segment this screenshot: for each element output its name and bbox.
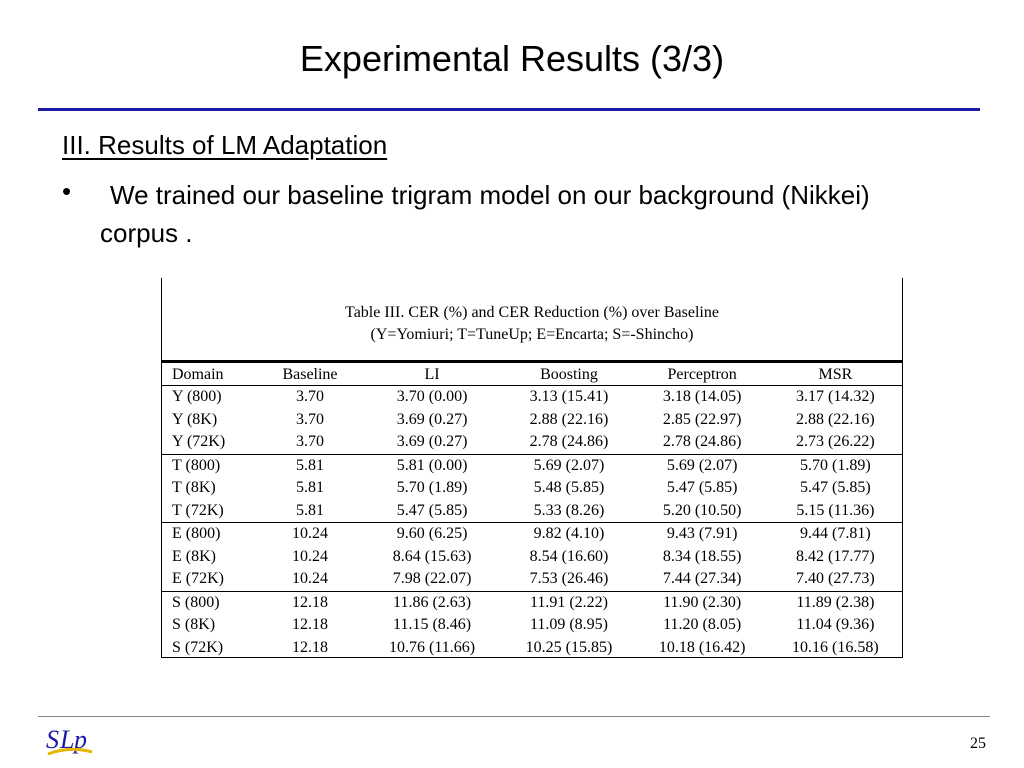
table-cell: Y (72K) xyxy=(172,433,226,451)
table-cell: 9.44 (7.81) xyxy=(769,523,902,546)
table-cell: 5.20 (10.50) xyxy=(662,501,742,519)
table-cell: 5.47 (5.85) xyxy=(396,501,468,519)
column-header: Perceptron xyxy=(636,364,769,386)
table-cell: 5.47 (5.85) xyxy=(800,479,871,497)
table-row xyxy=(162,386,902,409)
table-cell: 3.70 xyxy=(295,433,324,451)
table-cell: 7.98 (22.07) xyxy=(392,570,472,588)
table-row xyxy=(162,568,902,591)
table-cell: 11.04 (9.36) xyxy=(796,616,875,634)
table-cell: 3.13 (15.41) xyxy=(529,388,609,406)
table-cell: S (8K) xyxy=(172,616,216,634)
table-cell: 11.20 (8.05) xyxy=(663,616,742,634)
table-row xyxy=(162,546,902,569)
table-cell: 2.78 (24.86) xyxy=(529,433,609,451)
table-row xyxy=(162,523,902,546)
table-cell: 5.81 xyxy=(258,454,362,477)
table-cell: 5.15 (11.36) xyxy=(796,501,875,519)
table-cell: 2.88 (22.16) xyxy=(529,410,609,428)
section-subheading: III. Results of LM Adaptation xyxy=(62,130,388,160)
table-cell: 5.69 (2.07) xyxy=(636,454,769,477)
table-cell: 2.85 (22.97) xyxy=(662,410,742,428)
table-cell: 11.89 (2.38) xyxy=(769,591,902,614)
table-cell: 9.82 (4.10) xyxy=(502,523,635,546)
table-cell: 5.81 xyxy=(295,479,324,497)
table-cell: 10.24 xyxy=(291,570,328,588)
table-cell: 3.70 (0.00) xyxy=(396,388,468,406)
table-cell: S (72K) xyxy=(172,638,224,656)
table-cell: 2.88 (22.16) xyxy=(796,410,875,428)
column-header: Boosting xyxy=(502,364,635,386)
table-row xyxy=(162,614,902,637)
table-cell: 3.18 (14.05) xyxy=(662,388,742,406)
table-cell: 5.70 (1.89) xyxy=(769,454,902,477)
table-cell: 7.53 (26.46) xyxy=(529,570,609,588)
bullet-text: We trained our baseline trigram model on our background (Nikkei) corpus . xyxy=(100,180,870,248)
table-cell: 2.78 (24.86) xyxy=(662,433,742,451)
table-cell: 10.24 xyxy=(291,547,328,565)
table-cell: 3.69 (0.27) xyxy=(396,433,468,451)
results-table-box xyxy=(161,278,903,658)
table-cell: 5.48 (5.85) xyxy=(533,479,605,497)
table-cell: 12.18 xyxy=(258,591,362,614)
table-cell: 7.40 (27.73) xyxy=(796,570,875,588)
table-cell: 8.64 (15.63) xyxy=(392,547,472,565)
table-row xyxy=(162,591,902,614)
table-cell: 3.17 (14.32) xyxy=(796,388,875,406)
column-header: Baseline xyxy=(258,364,362,386)
slp-logo xyxy=(44,722,96,762)
results-table xyxy=(162,364,902,659)
table-group xyxy=(162,454,902,523)
table-row xyxy=(162,454,902,477)
table-group xyxy=(162,523,902,592)
table-cell: 3.69 (0.27) xyxy=(396,410,468,428)
table-cell: 11.90 (2.30) xyxy=(636,591,769,614)
bullet-marker: • xyxy=(62,176,72,206)
table-cell: 2.73 (26.22) xyxy=(796,433,875,451)
title-divider xyxy=(38,108,980,111)
svg-text:L: L xyxy=(60,725,75,754)
table-cell: E (8K) xyxy=(172,547,216,565)
table-row xyxy=(162,500,902,523)
table-cell: 12.18 xyxy=(291,616,328,634)
table-cell: 3.70 xyxy=(295,410,324,428)
table-cell: 9.43 (7.91) xyxy=(636,523,769,546)
table-cell: 10.25 (15.85) xyxy=(525,638,613,656)
table-cell: E (800) xyxy=(162,523,258,546)
table-cell: 11.09 (8.95) xyxy=(529,616,608,634)
table-row xyxy=(162,431,902,454)
table-cell: 8.34 (18.55) xyxy=(662,547,742,565)
table-cell: 5.33 (8.26) xyxy=(533,501,605,519)
table-cell: 11.15 (8.46) xyxy=(393,616,472,634)
table-cell: 5.69 (2.07) xyxy=(502,454,635,477)
table-cell: 3.70 xyxy=(295,388,324,406)
footer-divider xyxy=(38,716,990,717)
table-cell: 9.60 (6.25) xyxy=(362,523,503,546)
table-cell: 5.81 xyxy=(295,501,324,519)
table-cell: 10.16 (16.58) xyxy=(792,638,879,656)
table-cell: T (72K) xyxy=(172,501,224,519)
table-cell: 5.81 (0.00) xyxy=(362,454,503,477)
table-cell: 11.91 (2.22) xyxy=(502,591,635,614)
table-cell: E (72K) xyxy=(172,570,224,588)
table-row xyxy=(162,637,902,660)
table-group xyxy=(162,386,902,455)
table-cell: 5.47 (5.85) xyxy=(666,479,738,497)
table-row xyxy=(162,477,902,500)
table-cell: 8.54 (16.60) xyxy=(529,547,609,565)
svg-text:S: S xyxy=(46,725,59,754)
table-caption-line2: (Y=Yomiuri; T=TuneUp; E=Encarta; S=-Shincho) xyxy=(370,326,694,343)
table-caption xyxy=(162,302,902,346)
column-header: LI xyxy=(362,364,503,386)
table-cell: 7.44 (27.34) xyxy=(662,570,742,588)
column-header: MSR xyxy=(769,364,902,386)
column-header: Domain xyxy=(162,364,258,386)
table-group xyxy=(162,591,902,659)
table-cell: T (8K) xyxy=(172,479,216,497)
svg-text:p: p xyxy=(74,725,87,754)
table-header-row xyxy=(162,364,902,386)
page-number: 25 xyxy=(970,735,986,752)
table-cell: Y (8K) xyxy=(172,410,218,428)
table-cell: S (800) xyxy=(162,591,258,614)
table-cell: 5.70 (1.89) xyxy=(396,479,468,497)
table-caption-line1: Table III. CER (%) and CER Reduction (%) over Baseline xyxy=(345,304,719,321)
table-cell: 10.76 (11.66) xyxy=(389,638,476,656)
table-header-rule xyxy=(162,360,902,363)
slide-title: Experimental Results (3/3) xyxy=(299,38,725,79)
table-cell: 10.18 (16.42) xyxy=(658,638,746,656)
table-cell: 11.86 (2.63) xyxy=(362,591,503,614)
table-cell: 8.42 (17.77) xyxy=(796,547,875,565)
table-cell: Y (800) xyxy=(172,388,222,406)
table-cell: 10.24 xyxy=(258,523,362,546)
table-cell: T (800) xyxy=(162,454,258,477)
table-cell: 12.18 xyxy=(291,638,328,656)
table-row xyxy=(162,409,902,432)
